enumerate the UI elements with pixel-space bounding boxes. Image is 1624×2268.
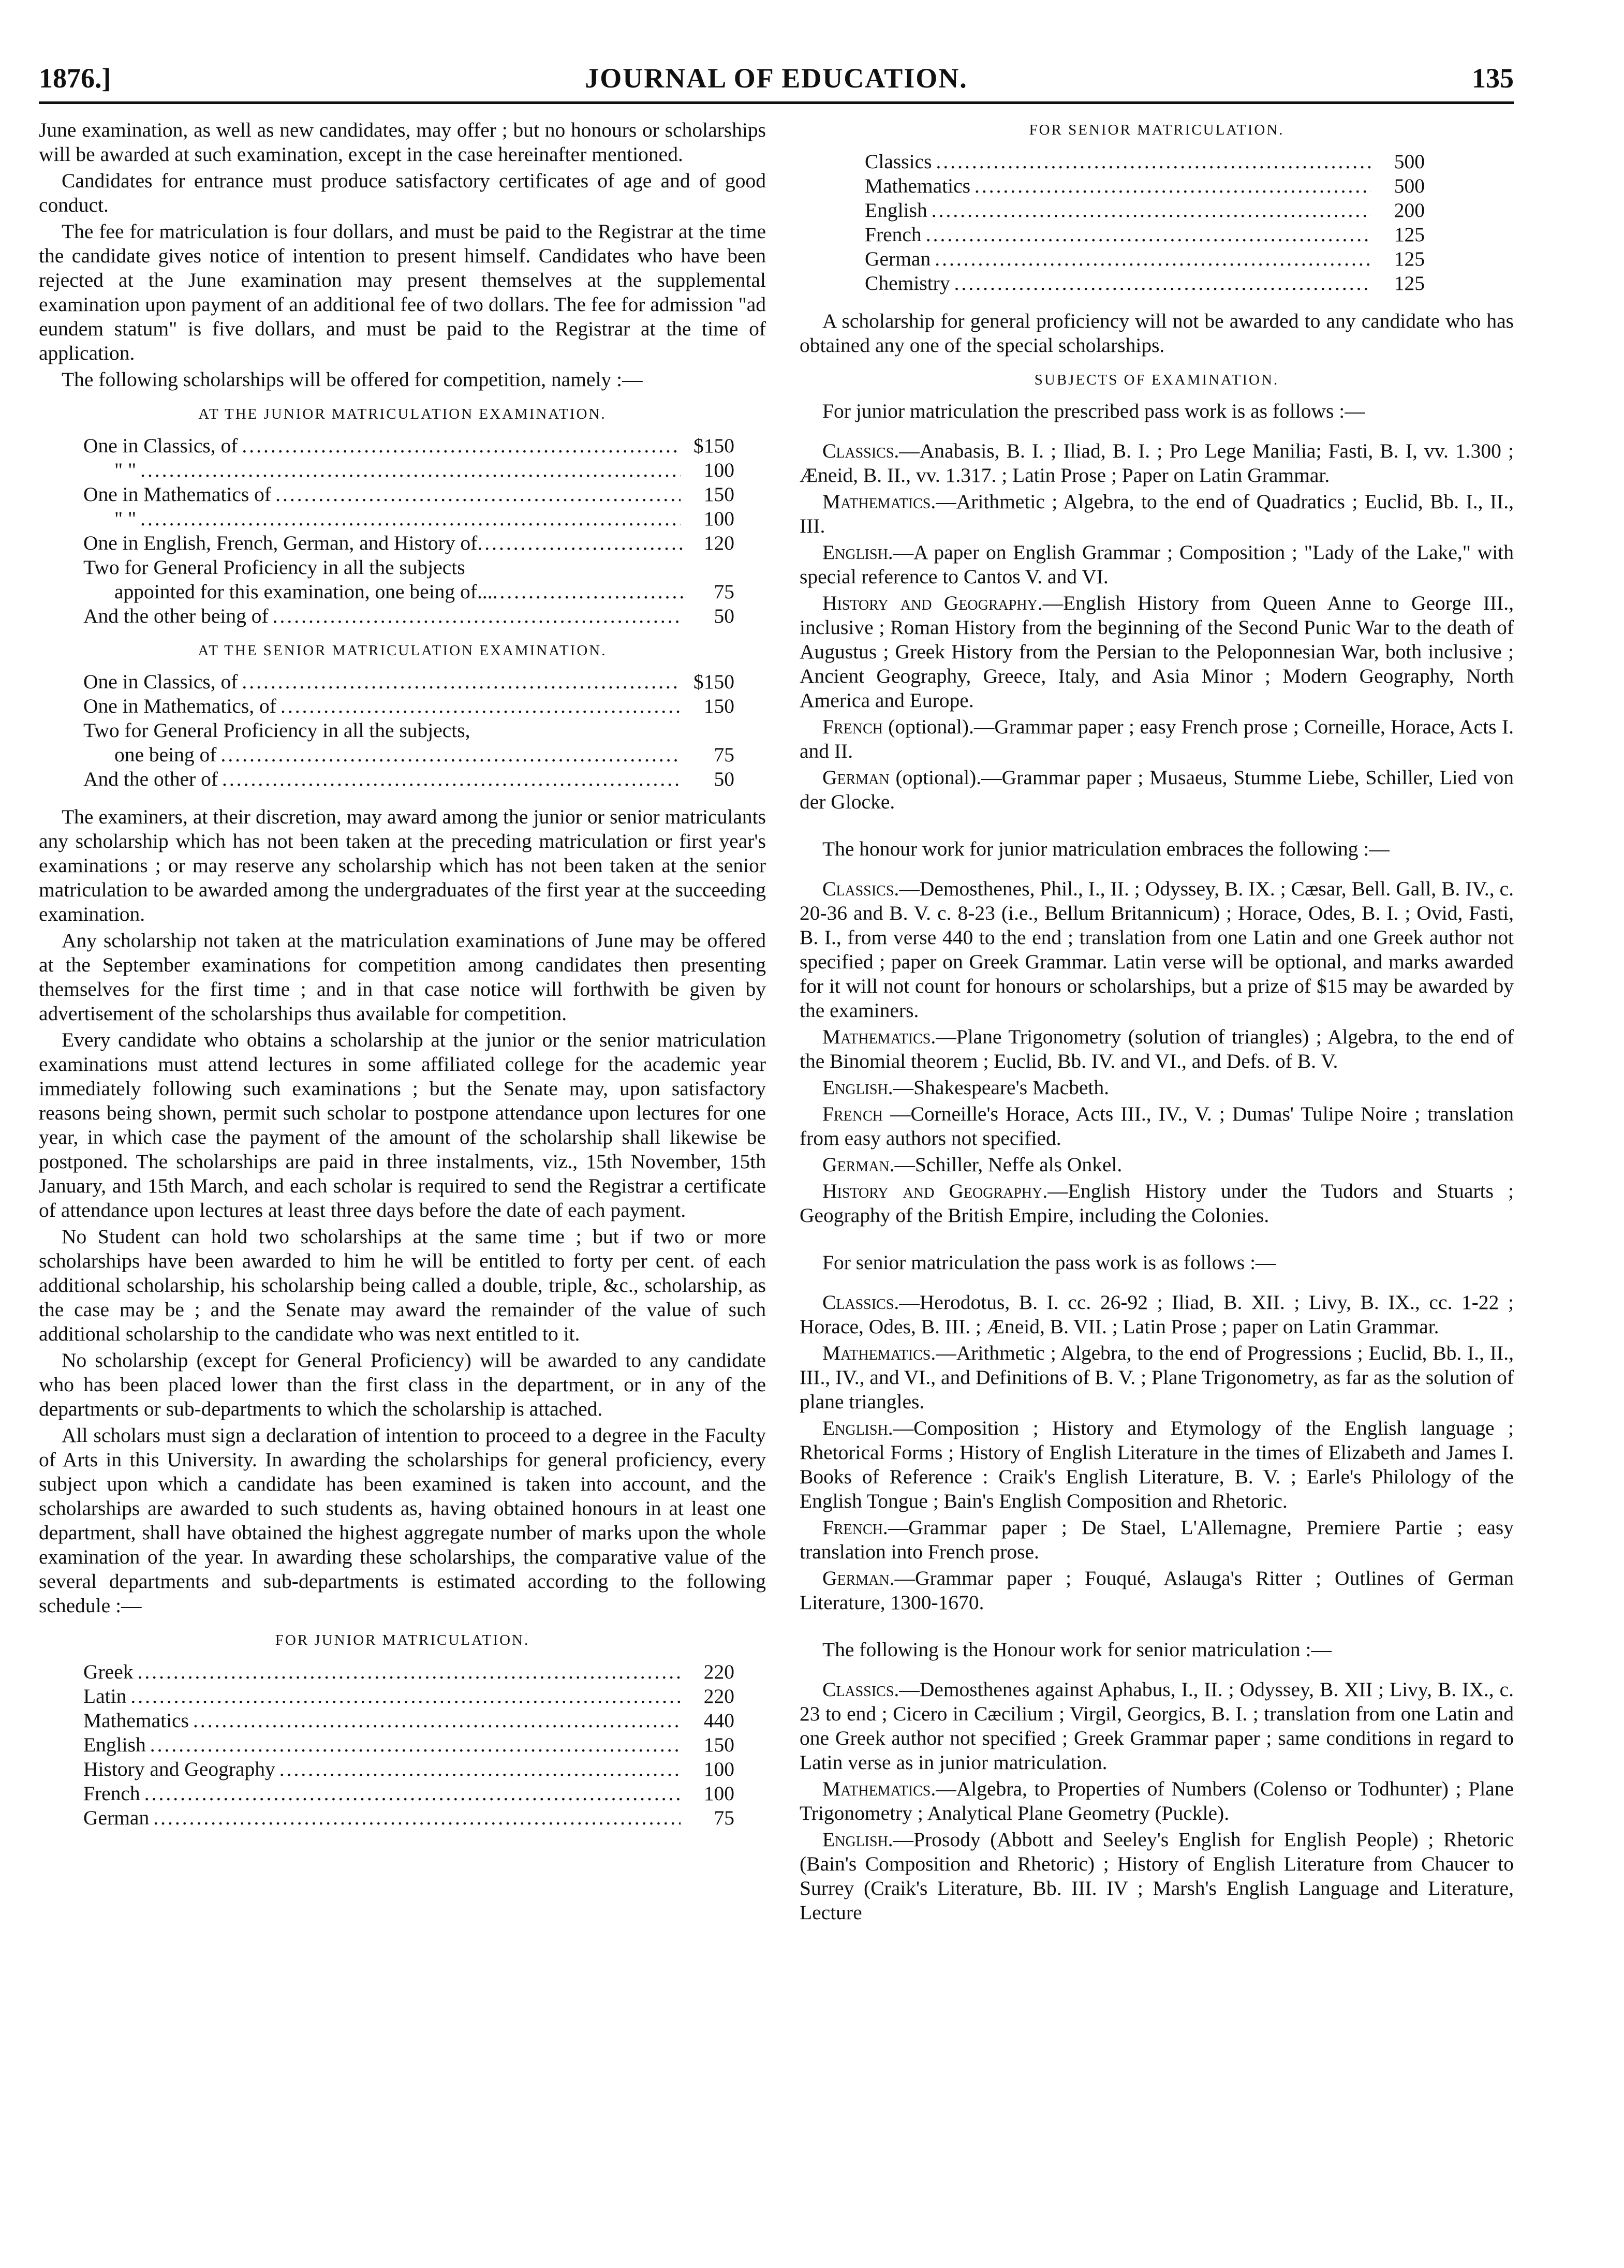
- subject-name: English.: [822, 1828, 893, 1851]
- senior-schedule-heading: FOR SENIOR MATRICULATION.: [1029, 122, 1285, 138]
- table-row: [83, 458, 734, 482]
- senior-schedule-table: [865, 150, 1425, 296]
- subject-name: French: [822, 1102, 883, 1125]
- header-page-number: 135: [1472, 63, 1514, 94]
- row-value: 220: [703, 1660, 734, 1683]
- paragraph: For senior matriculation the pass work is as follows :—: [822, 1251, 1276, 1274]
- senior-scholarship-table: [83, 670, 734, 791]
- row-label: One in Classics, of: [83, 434, 238, 457]
- row-label: " ": [114, 458, 137, 481]
- row-value: 220: [703, 1684, 734, 1707]
- row-value: 100: [703, 1757, 734, 1780]
- junior-schedule-heading: FOR JUNIOR MATRICULATION.: [275, 1632, 530, 1648]
- table-row: [83, 767, 734, 791]
- header-rule: [39, 101, 1514, 104]
- subject-text: (optional).—Grammar paper ; Musaeus, Stumme Liebe, Schiller, Lied von der Glocke.: [800, 766, 1514, 813]
- table-row: [83, 1709, 734, 1733]
- subject-entry: [800, 540, 1514, 589]
- subject-text: —Corneille's Horace, Acts III., IV., V. ; Dumas' Tulipe Noire ; translation from easy authors not specified.: [800, 1102, 1514, 1150]
- subject-entry: [800, 1416, 1514, 1513]
- subject-text: —A paper on English Grammar ; Composition ; "Lady of the Lake," with special reference to Cantos V. and VI.: [800, 541, 1514, 588]
- header-year: 1876.]: [39, 63, 111, 94]
- row-label: Mathematics: [865, 174, 971, 197]
- row-label: And the other of: [83, 768, 218, 790]
- junior-schedule-table: [83, 1660, 734, 1830]
- subject-text: —Schiller, Neffe als Onkel.: [894, 1153, 1123, 1176]
- table-row: [865, 271, 1425, 296]
- row-label: And the other being of: [83, 604, 269, 627]
- subject-entry: [800, 877, 1514, 1023]
- subject-entry: [800, 591, 1514, 713]
- subject-entry: [800, 1677, 1514, 1775]
- subject-entry: [800, 1179, 1514, 1228]
- subject-text: —Arithmetic ; Algebra, to the end of Quadratics ; Euclid, Bb. I., II., III.: [800, 490, 1514, 537]
- row-label: Greek: [83, 1660, 134, 1683]
- table-row: [83, 1781, 734, 1806]
- paragraph: The following is the Honour work for senior matriculation :—: [822, 1638, 1332, 1661]
- subject-name: History and Geography.: [822, 1180, 1048, 1202]
- subject-name: French.: [822, 1516, 888, 1539]
- row-value: 200: [1394, 198, 1425, 222]
- left-column: [39, 118, 766, 1830]
- row-label: One in English, French, German, and History of: [83, 531, 478, 554]
- row-label: French: [83, 1781, 140, 1805]
- row-label: German: [865, 247, 931, 270]
- table-row: [83, 743, 734, 767]
- row-value: 125: [1394, 247, 1425, 270]
- subject-name: Classics.: [822, 1678, 899, 1701]
- subject-text: (optional).—Grammar paper ; easy French prose ; Corneille, Horace, Acts I. and II.: [800, 715, 1514, 762]
- row-label: " ": [114, 507, 137, 530]
- subject-name: Classics.: [822, 1291, 899, 1314]
- row-value: 440: [703, 1709, 734, 1732]
- table-row: [83, 694, 734, 718]
- subject-entry: [800, 1025, 1514, 1073]
- subject-entry: [800, 1153, 1514, 1177]
- subject-entry: [800, 1515, 1514, 1564]
- senior-exam-heading: AT THE SENIOR MATRICULATION EXAMINATION.: [198, 642, 607, 659]
- junior-exam-heading: AT THE JUNIOR MATRICULATION EXAMINATION.: [198, 406, 607, 422]
- row-value: 150: [703, 695, 734, 717]
- row-label: German: [83, 1806, 150, 1829]
- table-row: [83, 1806, 734, 1830]
- row-label: Latin: [83, 1684, 127, 1707]
- table-row: [83, 1733, 734, 1757]
- subject-entry: [800, 439, 1514, 488]
- subject-entry: [800, 1290, 1514, 1339]
- row-label: History and Geography: [83, 1757, 275, 1780]
- paragraph: For junior matriculation the prescribed pass work is as follows :—: [822, 400, 1365, 422]
- row-value: 100: [703, 507, 734, 530]
- subject-name: French: [822, 715, 883, 738]
- row-label: French: [865, 223, 922, 246]
- paragraph: The following scholarships will be offered for competition, namely :—: [62, 368, 643, 391]
- table-row: [83, 580, 734, 604]
- row-label: Classics: [865, 150, 932, 173]
- row-label: One in Mathematics of: [83, 482, 272, 506]
- subject-text: —Composition ; History and Etymology of the English language ; Rhetorical Forms ; History of English Literature in the times of Elizabeth and James I. Books of Reference : Craik's English Literature, B. V. ; Earle's Philology of the English Tongue ; Bain's English Composition and Rhetoric.: [800, 1417, 1514, 1512]
- subject-entry: [800, 765, 1514, 814]
- subject-text: —Demosthenes against Aphabus, I., II. ; Odyssey, B. XII ; Livy, B. IX., c. 23 to end ; Cicero in Cæcilium ; Virgil, Georgics, B. I. ; translation from one Latin and one Greek author not specified ; Greek Grammar paper ; same conditions in regard to Latin verse as in junior matriculation.: [800, 1678, 1514, 1774]
- subject-text: —Algebra, to Properties of Numbers (Colenso or Todhunter) ; Plane Trigonometry ; Analytical Plane Geometry (Puckle).: [800, 1777, 1514, 1824]
- row-value: 50: [714, 604, 734, 627]
- table-row: [83, 531, 734, 555]
- row-value: 75: [714, 580, 734, 603]
- paragraph: Candidates for entrance must produce satisfactory certificates of age and of good conduct.: [39, 169, 766, 216]
- subject-name: Mathematics.: [822, 490, 936, 513]
- subject-text: —Anabasis, B. I. ; Iliad, B. I. ; Pro Lege Manilia; Fasti, B. I, vv. 1.300 ; Æneid, B. II., vv. 1.317. ; Latin Prose ; Paper on Latin Grammar.: [800, 439, 1514, 487]
- row-label: one being of: [114, 743, 217, 766]
- subject-entry: [800, 715, 1514, 763]
- subject-text: —Grammar paper ; De Stael, L'Allemagne, Premiere Partie ; easy translation into French prose.: [800, 1516, 1514, 1563]
- paragraph: No scholarship (except for General Proficiency) will be awarded to any candidate who has been placed lower than the first class in the department, or in any of the departments or sub-departments to which the scholarship is attached.: [39, 1349, 766, 1420]
- table-row: [83, 1660, 734, 1684]
- row-value: 75: [714, 743, 734, 766]
- page-header: [39, 62, 1514, 104]
- subject-name: Classics.: [822, 439, 899, 462]
- table-row: [83, 1757, 734, 1781]
- subject-entry: [800, 490, 1514, 538]
- table-row: [83, 482, 734, 507]
- subject-name: Mathematics.: [822, 1025, 936, 1048]
- subject-entry: [800, 1777, 1514, 1825]
- subject-text: —English History under the Tudors and Stuarts ; Geography of the British Empire, including the Colonies.: [800, 1180, 1514, 1227]
- subject-name: Mathematics.: [822, 1342, 936, 1364]
- table-row: [83, 434, 734, 458]
- row-value: 120: [703, 531, 734, 554]
- subject-text: —Plane Trigonometry (solution of triangles) ; Algebra, to the end of the Binomial theorem ; Euclid, Bb. IV. and VI., and Defs. of B. V.: [800, 1025, 1514, 1072]
- row-label: English: [83, 1733, 146, 1756]
- subject-text: —Herodotus, B. I. cc. 26-92 ; Iliad, B. XII. ; Livy, B. IX., cc. 1-22 ; Horace, Odes, B. III. ; Æneid, B. VII. ; Latin Prose ; paper on Latin Grammar.: [800, 1291, 1514, 1338]
- row-value: 500: [1394, 150, 1425, 173]
- subject-text: —Arithmetic ; Algebra, to the end of Progressions ; Euclid, Bb. I., II., III., IV., and VI., and Definitions of B. V. ; Plane Trigonometry, as far as the solution of plane triangles.: [800, 1342, 1514, 1413]
- paragraph: June examination, as well as new candidates, may offer ; but no honours or scholarships will be awarded at such examination, except in the case hereinafter mentioned.: [39, 119, 766, 166]
- row-value: $150: [693, 670, 734, 693]
- row-value: 125: [1394, 223, 1425, 246]
- table-row: [865, 198, 1425, 223]
- table-row: [865, 247, 1425, 271]
- subject-text: —English History from Queen Anne to George III., inclusive ; Roman History from the beginning of the Second Punic War to the death of Augustus ; Greek History from the Persian to the Peloponnesian War, both inclusive ; Ancient Geography, Greece, Italy, and Asia Minor ; Modern Geography, North America and Europe.: [800, 592, 1514, 712]
- paragraph: All scholars must sign a declaration of intention to proceed to a degree in the Faculty of Arts in this University. In awarding the scholarships for general proficiency, every subject upon which a candidate has been examined is taken into account, and the scholarships are awarded to such students as, having obtained honours in at least one department, shall have obtained the highest aggregate number of marks upon the whole examination of the year. In awarding these scholarships, the comparative value of the several departments and sub-departments is estimated according to the following schedule :—: [39, 1424, 766, 1617]
- row-value: 150: [703, 1733, 734, 1756]
- subject-text: —Grammar paper ; Fouqué, Aslauga's Ritter ; Outlines of German Literature, 1300-1670.: [800, 1567, 1514, 1614]
- row-value: 100: [703, 1781, 734, 1805]
- row-label: Mathematics: [83, 1709, 189, 1732]
- subject-name: German.: [822, 1567, 895, 1589]
- right-column: [800, 118, 1514, 1927]
- row-value: $150: [693, 434, 734, 457]
- row-value: 150: [703, 482, 734, 506]
- junior-scholarship-table: [83, 434, 734, 628]
- paragraph: The examiners, at their discretion, may award among the junior or senior matriculants any scholarship which has not been taken at the preceding matriculation or first year's examinations ; or may reserve any scholarship which has not been taken at the senior matriculation to be awarded among the undergraduates of the first year at the succeeding examination.: [39, 805, 766, 925]
- row-value: 50: [714, 768, 734, 790]
- row-value: 75: [714, 1806, 734, 1829]
- table-row: [83, 604, 734, 628]
- paragraph: The fee for matriculation is four dollars, and must be paid to the Registrar at the time the candidate gives notice of intention to present himself. Candidates who have been rejected at the June examination may present themselves at the supplemental examination upon payment of an additional fee of two dollars. The fee for admission "ad eundem statum" is five dollars, and must be paid to the Registrar at the time of application.: [39, 220, 766, 364]
- subject-name: English.: [822, 1076, 893, 1099]
- row-label: One in Classics, of: [83, 670, 238, 693]
- subjects-heading: SUBJECTS OF EXAMINATION.: [1034, 371, 1279, 388]
- row-value: 125: [1394, 271, 1425, 294]
- paragraph: The honour work for junior matriculation embraces the following :—: [822, 837, 1390, 860]
- subject-name: History and Geography.: [822, 592, 1043, 614]
- paragraph: Any scholarship not taken at the matriculation examinations of June may be offered at the September examinations for competition among candidates then presenting themselves for the first time ; and in that case notice will forthwith be given by advertisement of the scholarships thus available for competition.: [39, 929, 766, 1025]
- header-title: JOURNAL OF EDUCATION.: [585, 63, 968, 94]
- subject-entry: [800, 1341, 1514, 1414]
- table-row-label-wrap: Two for General Proficiency in all the subjects: [83, 555, 465, 579]
- row-label: One in Mathematics, of: [83, 695, 276, 717]
- table-row: [865, 174, 1425, 198]
- row-value: 100: [703, 458, 734, 481]
- table-row: [83, 670, 734, 694]
- subject-text: —Demosthenes, Phil., I., II. ; Odyssey, B. IX. ; Cæsar, Bell. Gall, B. IV., c. 20-36 and B. V. c. 8-23 (i.e., Bellum Britannicum) ; Horace, Odes, B. I. ; Ovid, Fasti, B. I., from verse 440 to the end ; translation from one Latin and one Greek author not specified ; paper on Greek Grammar. Latin verse will be optional, and marks awarded for it will not count for honours or scholarships, but a prize of $15 may be awarded by the examiners.: [800, 877, 1514, 1022]
- row-value: 500: [1394, 174, 1425, 197]
- subject-name: English.: [822, 1417, 893, 1439]
- row-label: Chemistry: [865, 271, 950, 294]
- subject-text: —Prosody (Abbott and Seeley's English for English People) ; Rhetoric (Bain's Composition and Rhetoric) ; History of English Literature from Chaucer to Surrey (Craik's Literature, Bb. III. IV ; Marsh's English Language and Literature, Lecture: [800, 1828, 1514, 1924]
- subject-name: English.: [822, 541, 893, 564]
- subject-entry: [800, 1566, 1514, 1615]
- table-row: [865, 223, 1425, 247]
- subject-text: —Shakespeare's Macbeth.: [893, 1076, 1110, 1099]
- paragraph: A scholarship for general proficiency will not be awarded to any candidate who has obtained any one of the special scholarships.: [800, 309, 1514, 357]
- subject-entry: [800, 1102, 1514, 1151]
- paragraph: No Student can hold two scholarships at the same time ; but if two or more scholarships have been awarded to him he will be entitled to forty per cent. of each additional scholarship, his scholarship being called a double, triple, &c., scholarship, as the case may be ; and the Senate may award the remainder of the value of such additional scholarship to the candidate who was next entitled to it.: [39, 1225, 766, 1345]
- row-label: English: [865, 198, 927, 222]
- subject-name: German.: [822, 1153, 895, 1176]
- table-row-label-wrap: Two for General Proficiency in all the subjects,: [83, 719, 470, 742]
- row-label: appointed for this examination, one being of...: [114, 580, 493, 603]
- subject-entry: [800, 1076, 1514, 1100]
- subject-name: Mathematics.: [822, 1777, 936, 1800]
- subject-name: Classics.: [822, 877, 899, 900]
- subject-entry: [800, 1828, 1514, 1925]
- table-row: [865, 150, 1425, 174]
- subject-name: German: [822, 766, 890, 789]
- paragraph: Every candidate who obtains a scholarship at the junior or the senior matriculation examinations must attend lectures in some affiliated college for the academic year immediately following such examinations ; but the Senate may, upon satisfactory reasons being shown, permit such scholar to postpone attendance upon lectures for one year, in which case the payment of the amount of the scholarship shall likewise be postponed. The scholarships are paid in three instalments, viz., 15th November, 15th January, and 15th March, and each scholar is required to send the Registrar a certificate of attendance upon lectures at least three days before the date of each payment.: [39, 1028, 766, 1221]
- table-row: [83, 507, 734, 531]
- table-row: [83, 1684, 734, 1709]
